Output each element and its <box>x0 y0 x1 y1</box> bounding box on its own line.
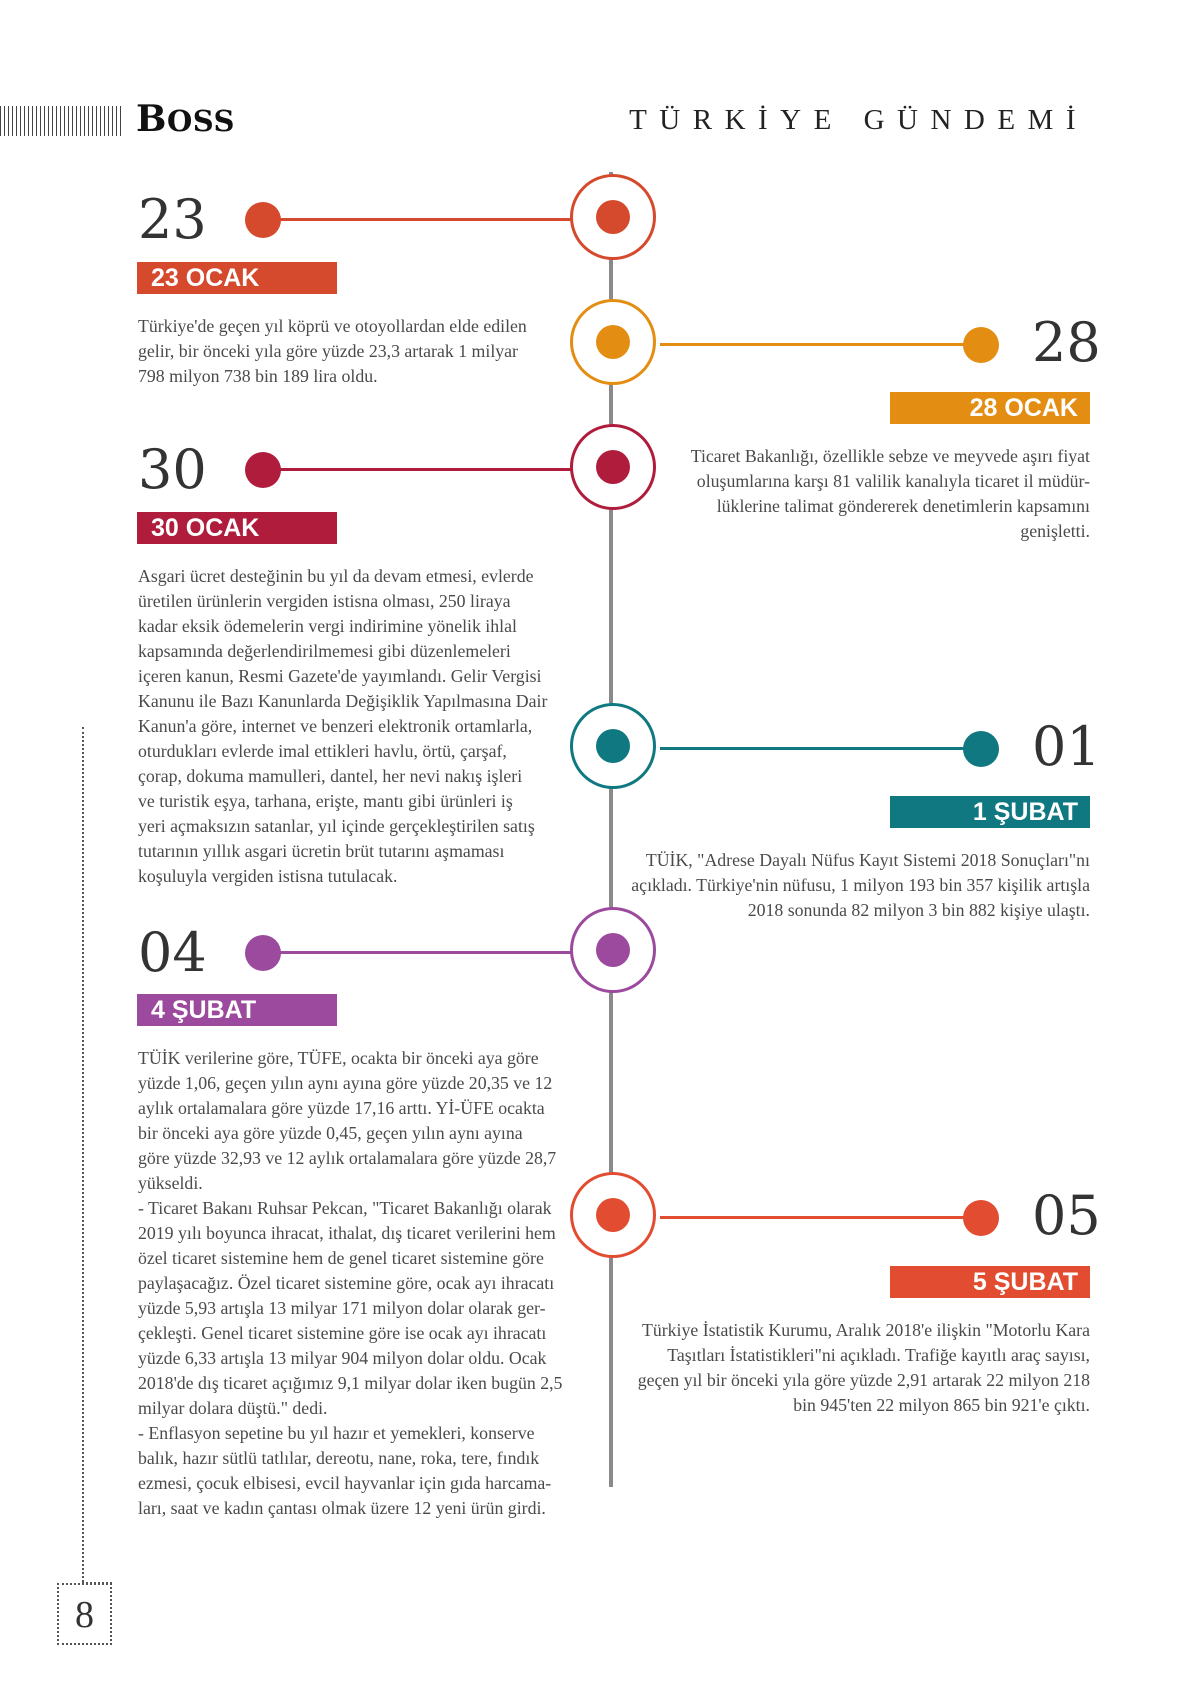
event-date-label: 1 ŞUBAT <box>890 796 1090 828</box>
logo-initial: B <box>136 98 167 140</box>
event-text: TÜİK verilerine göre, TÜFE, ocakta bir önceki aya göre yüzde 1,06, geçen yılın aynı ayına göre yüzde 20,35 ve 12 aylık ortalamalara göre yüzde 17,16 arttı. Yİ-ÜFE ocakta bir önceki aya göre yüzde 0,45, geçen yılın aynı ayına göre yüzde 32,93 ve 12 aylık ortalamalara göre yüzde 28,7 yükseldi. - Ticaret Bakanı Ruhsar Pekcan, "Ticaret Bakanlığı olarak 2019 yılı boyunca ihracat, ithalat, dış ticaret verilerini hem özel ticaret sistemine hem de genel ticaret sistemine göre paylaşacağız. Özel ticaret sistemine göre, ocak ayı ihracatı yüzde 5,93 artışla 13 milyar 171 milyon dolar olarak ger- çekleşti. Genel ticaret sistemine göre ise ocak ayı ihracatı yüzde 6,33 artışla 13 milyar 904 milyon dolar oldu. Ocak 2018'de dış ticaret açığımız 9,1 milyar dolar iken bugün 2,5 milyar dolara düştü." dedi. - Enflasyon sepetine bu yıl hazır et yemekleri, konserve balık, hazır sütlü tatlılar, dereotu, nane, roka, tere, fındık ezmesi, çocuk elbisesi, evcil hayvanlar için gıda harcama- ları, saat ve kadın çantası olmak üzere 12 yeni ürün girdi. <box>138 1048 563 1518</box>
connector-dot <box>245 202 281 238</box>
connector-dot <box>963 731 999 767</box>
timeline-node-core <box>596 450 630 484</box>
event-text: Asgari ücret desteğinin bu yıl da devam etmesi, evlerde üretilen ürünlerin vergiden istisna olması, 250 liraya kadar eksik ödemelerin vergi indirimine yönelik ihlal kapsamında değerlendirilmemesi gibi düzenlemeleri içeren kanun, Resmi Gazete'de yayımlandı. Gelir Vergisi Kanunu ile Bazı Kanunlarda Değişiklik Yapılmasına Dair Kanun'a göre, internet ve benzeri elektronik ortamlarla, oturdukları evlerde imal ettikleri havlu, örtü, çarşaf, çorap, dokuma mamulleri, dantel, her nevi nakış işleri ve turistik eşya, tarhana, erişte, mantı gibi ürünleri iş yeri açmaksızın satanlar, yıl içinde gerçekleştirilen satış tutarının yıllık asgari ücretin brüt tutarını aşmaması koşuluyla vergiden istisna tutulacak. <box>138 566 548 886</box>
barcode-decoration <box>0 106 122 136</box>
connector-line <box>260 951 578 954</box>
connector-line <box>660 747 982 750</box>
event-date-label: 4 ŞUBAT <box>137 994 337 1026</box>
connector-dot <box>963 327 999 363</box>
logo-rest: OSS <box>166 104 235 138</box>
timeline-node <box>570 174 656 260</box>
page-number: 8 <box>75 1594 94 1636</box>
event-text: Türkiye İstatistik Kurumu, Aralık 2018'e ilişkin "Motorlu Kara Taşıtları İstatistikleri"ni açıkladı. Trafiğe kayıtlı araç sayısı, geçen yıl bir önceki yıla göre yüzde 2,91 artarak 22 milyon 218 bin 945'ten 22 milyon 865 bin 921'e çıktı. <box>637 1320 1090 1415</box>
event-day-number: 04 <box>138 921 207 984</box>
event-text: Ticaret Bakanlığı, özellikle sebze ve meyvede aşırı fiyat oluşumlarına karşı 81 valilik kanalıyla ticaret il müdür- lüklerine talimat göndererek denetimlerin kapsamını genişletti. <box>690 446 1090 541</box>
timeline-node <box>570 1172 656 1258</box>
timeline-node-core <box>596 1198 630 1232</box>
event-day-number: 05 <box>1032 1184 1101 1247</box>
event-text: Türkiye'de geçen yıl köprü ve otoyollardan elde edilen gelir, bir önceki yıla göre yüzde 23,3 artarak 1 milyar 798 milyon 738 bin 189 lira oldu. <box>138 316 527 386</box>
event-day-number: 30 <box>138 438 207 501</box>
event-date-label: 28 OCAK <box>890 392 1090 424</box>
event-day-number: 01 <box>1032 715 1101 778</box>
timeline-node-core <box>596 933 630 967</box>
connector-line <box>660 343 982 346</box>
event-day-number: 28 <box>1032 311 1101 374</box>
connector-dot <box>963 1200 999 1236</box>
page-border-decoration <box>82 727 84 1582</box>
timeline-node <box>570 299 656 385</box>
timeline-node <box>570 703 656 789</box>
timeline-node-core <box>596 325 630 359</box>
connector-dot <box>245 452 281 488</box>
event-date-label: 5 ŞUBAT <box>890 1266 1090 1298</box>
event-day-number: 23 <box>138 188 207 251</box>
connector-dot <box>245 935 281 971</box>
connector-line <box>260 468 578 471</box>
event-date-label: 30 OCAK <box>137 512 337 544</box>
timeline-node-core <box>596 200 630 234</box>
timeline-node <box>570 907 656 993</box>
timeline-node-core <box>596 729 630 763</box>
timeline-node <box>570 424 656 510</box>
event-date-label: 23 OCAK <box>137 262 337 294</box>
event-text: TÜİK, "Adrese Dayalı Nüfus Kayıt Sistemi 2018 Sonuçları"nı açıkladı. Türkiye'nin nüfusu, 1 milyon 193 bin 357 kişilik artışla 2018 sonunda 82 milyon 3 bin 882 kişiye ulaştı. <box>631 850 1090 920</box>
section-title: TÜRKİYE GÜNDEMİ <box>629 104 1088 136</box>
connector-line <box>660 1216 982 1219</box>
connector-line <box>260 218 578 221</box>
magazine-logo <box>136 98 235 140</box>
